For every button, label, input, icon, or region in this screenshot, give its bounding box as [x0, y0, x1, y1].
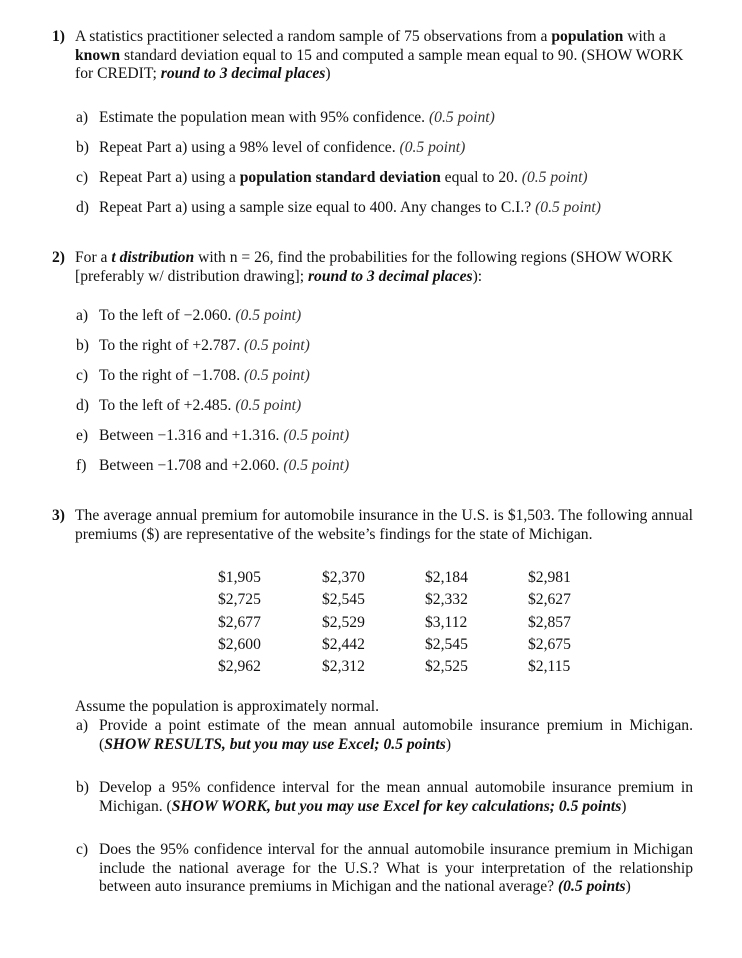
text-run: (0.5 points [557, 878, 626, 896]
text-run: ) [625, 878, 631, 896]
premium-cell: $2,184 [425, 569, 468, 586]
premium-cell: $2,627 [528, 591, 571, 609]
text-run: A statistics practitioner selected a random sample of 75 observations from a [75, 28, 552, 45]
points-note: (0.5 point) [283, 457, 350, 474]
points-note: (0.5 point) [244, 337, 310, 354]
text-run: Estimate the population mean with 95% confidence. [99, 109, 429, 126]
text-run: standard deviation equal to 15 and computed a sample mean equal to 90. (SHOW WORK for CREDIT; [75, 46, 684, 83]
premium-cell: $2,545 [322, 591, 365, 609]
text-run: with n = 26, find the probabilities for the following regions (SHOW WORK [preferably w/ distribution drawing]; [75, 249, 673, 285]
points-note: (0.5 point) [244, 367, 310, 384]
text-run: SHOW RESULTS, but you may use Excel; 0.5 points [104, 735, 446, 753]
premium-cell: $2,312 [322, 658, 365, 676]
text-run: ) [325, 65, 331, 83]
text-run: ): [472, 267, 483, 285]
premium-cell: $2,529 [322, 613, 365, 631]
part-text [99, 337, 699, 356]
part-label: a) [76, 717, 89, 734]
question-3-intro [75, 507, 693, 544]
premium-cell: $2,332 [425, 591, 468, 609]
part-label: f) [76, 457, 87, 474]
part-label: c) [76, 169, 89, 186]
text-run: round to 3 decimal places [307, 267, 473, 285]
part-text [99, 457, 699, 476]
question-2-intro [75, 249, 690, 286]
premium-cell: $2,600 [218, 635, 261, 653]
text-run: To the right of −1.708. [99, 367, 244, 384]
premium-cell: $2,962 [218, 658, 261, 676]
part-text [99, 717, 693, 754]
premium-cell: $2,442 [322, 635, 365, 653]
part-text [99, 109, 699, 128]
premium-cell: $2,525 [425, 658, 468, 676]
part-text [99, 427, 699, 446]
part-label: a) [76, 307, 89, 324]
text-run: Repeat Part a) using a 98% level of confidence. [99, 139, 400, 156]
premium-cell: $3,112 [425, 613, 468, 631]
text-run: For a [75, 249, 112, 266]
part-label: a) [76, 109, 89, 126]
premium-cell: $2,725 [218, 591, 261, 609]
question-2-number: 2) [52, 249, 65, 266]
text-run: To the right of +2.787. [99, 337, 244, 354]
points-note: (0.5 point) [235, 307, 302, 324]
text-run: To the left of −2.060. [99, 307, 236, 324]
part-text [99, 397, 699, 416]
part-label: b) [76, 779, 89, 796]
premium-cell: $2,857 [528, 613, 571, 631]
text-run: Develop a 95% confidence interval for the mean annual automobile insurance premium in Michigan. ( [99, 779, 693, 815]
part-text [99, 199, 699, 218]
points-note: (0.5 point) [399, 139, 466, 156]
text-run: Between −1.316 and +1.316. [99, 427, 284, 444]
part-label: e) [76, 427, 89, 444]
text-run: population [551, 28, 624, 45]
part-label: c) [76, 367, 89, 384]
part-text [99, 169, 699, 188]
text-run: SHOW WORK, but you may use Excel for key calculations; 0.5 points [171, 797, 622, 815]
question-1-intro [75, 28, 695, 84]
premium-cell: $2,115 [528, 658, 571, 676]
part-text [99, 307, 699, 326]
text-run: equal to 20. [440, 169, 522, 186]
text-run: known [75, 46, 121, 64]
part-text [99, 139, 699, 158]
part-text [99, 779, 693, 816]
text-run: t distribution [111, 249, 195, 266]
text-run: Provide a point estimate of the mean annual automobile insurance premium in Michigan. ( [99, 717, 693, 753]
premium-cell: $2,370 [322, 569, 365, 586]
premium-cell: $2,981 [528, 569, 571, 586]
points-note: (0.5 point) [428, 109, 495, 126]
text-run: Repeat Part a) using a [99, 169, 240, 186]
text-run: Between −1.708 and +2.060. [99, 457, 284, 474]
premium-cell: $2,677 [218, 613, 261, 631]
premium-cell: $2,545 [425, 635, 468, 653]
text-run: round to 3 decimal places [160, 65, 326, 83]
part-label: c) [76, 841, 89, 858]
points-note: (0.5 point) [535, 199, 601, 216]
points-note: (0.5 point) [521, 169, 588, 186]
part-text [99, 367, 699, 386]
points-note: (0.5 point) [235, 397, 302, 414]
text-run: with a [623, 28, 666, 45]
text-run: To the left of +2.485. [99, 397, 236, 414]
part-text [99, 841, 693, 897]
text-run: The average annual premium for automobile insurance in the U.S. is $1,503. The following annual premiums ($) are representative of the website’s findings for the state of Michigan. [75, 507, 693, 543]
text-run: Repeat Part a) using a sample size equal to 400. Any changes to C.I.? [99, 199, 536, 216]
part-label: b) [76, 139, 89, 156]
text-run: ) [621, 797, 627, 815]
question-3-number: 3) [52, 507, 65, 524]
question-1-number: 1) [52, 28, 65, 45]
part-label: d) [76, 199, 89, 216]
part-label: b) [76, 337, 89, 354]
text-run: Does the 95% confidence interval for the annual automobile insurance premium in Michigan include the national average for the U.S.? What is your interpretation of the relationship between auto insurance premiums in Michigan and the national average? [99, 841, 693, 896]
points-note: (0.5 point) [283, 427, 350, 444]
text-run: population standard deviation [239, 169, 441, 186]
premium-cell: $2,675 [528, 635, 571, 653]
premium-cell: $1,905 [218, 569, 261, 586]
text-run: ) [445, 735, 452, 753]
part-label: d) [76, 397, 89, 414]
normality-assumption: Assume the population is approximately normal. [75, 698, 380, 715]
